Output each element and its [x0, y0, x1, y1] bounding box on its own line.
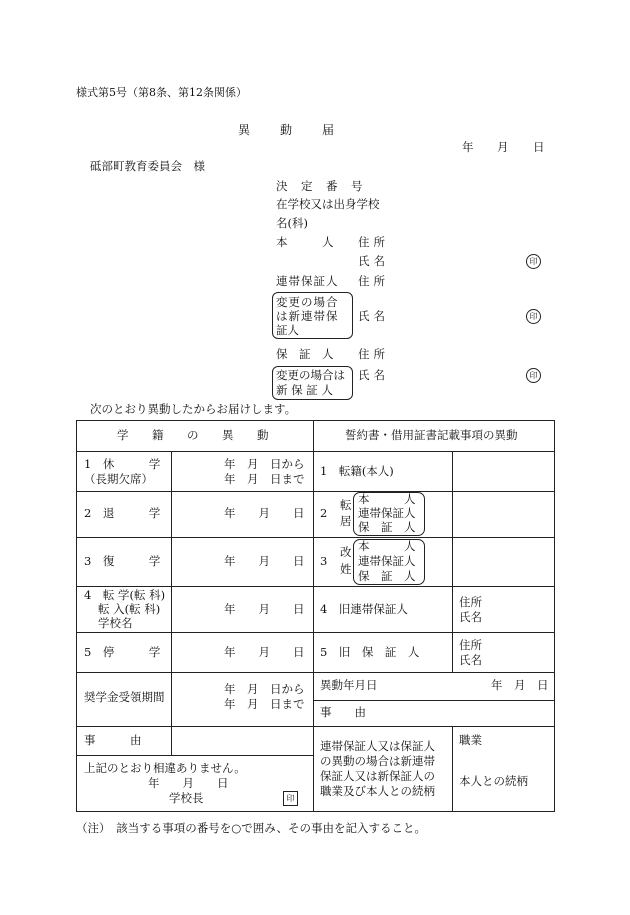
row2-left-label: 2 退 学 — [84, 506, 161, 520]
row5-date: 年 月 日 — [224, 645, 305, 659]
row3-option-g: 保 証 人 — [358, 569, 416, 583]
scholarship-date-to: 年 月 日まで — [224, 697, 305, 711]
date-day: 日 — [533, 140, 545, 154]
confirm-date: 年 月 日 — [148, 776, 229, 790]
row4-left-school: 学校名 — [98, 616, 133, 630]
confirm-text: 上記のとおり相違ありません。 — [84, 761, 246, 775]
principal-label: 学校長 — [169, 791, 204, 805]
principal-seal-icon: 印 — [283, 791, 298, 806]
note-line2: の異動の場合は新連帯 — [320, 754, 435, 768]
row2-option-g: 保 証 人 — [358, 520, 416, 534]
school-label: 在学校又は出身学校 — [276, 197, 380, 211]
row3-option-jg: 連帯保証人 — [358, 554, 416, 568]
row4-left-sub: 転 入(転 科) — [98, 602, 161, 616]
row5-name-label: 氏名 — [459, 653, 482, 667]
joint-guarantor-address-label: 住所 — [358, 274, 389, 288]
note-line4: 職業及び本人との続柄 — [320, 784, 435, 798]
row2-option-jg: 連帯保証人 — [358, 506, 416, 520]
row3-date: 年 月 日 — [224, 554, 305, 568]
row4-right-label: 4 旧連帯保証人 — [320, 602, 408, 616]
footnote: （注） 該当する事項の番号を○で囲み、その事由を記入すること。 — [76, 821, 426, 835]
jg-change-line3: 証人 — [276, 323, 299, 337]
right-header: 誓約書・借用証書記載事項の異動 — [345, 428, 518, 442]
self-label: 本 人 — [276, 235, 334, 249]
relation-label: 本人との続柄 — [459, 774, 528, 788]
addressee: 砥部町教育委員会 様 — [90, 159, 205, 173]
row4-left-label: 4 転 学(転 科) — [84, 588, 166, 602]
row5-address-label: 住所 — [459, 638, 482, 652]
row2-tag-1: 転 — [340, 498, 352, 512]
row1-left-label: 1 休 学 — [84, 457, 161, 471]
g-change-line2: 新 保 証 人 — [276, 383, 333, 397]
intro-text: 次のとおり異動したからお届けします。 — [90, 402, 297, 416]
reason-label-right: 事 由 — [320, 705, 366, 719]
reason-label-left: 事 由 — [84, 733, 142, 747]
row4-address-label: 住所 — [459, 595, 482, 609]
note-line3: 保証人又は新保証人の — [320, 769, 435, 783]
g-name-label: 氏名 — [358, 368, 389, 382]
move-date-label: 異動年月日 — [320, 678, 378, 692]
scholarship-label: 奨学金受領期間 — [84, 690, 165, 704]
date-month: 月 — [497, 140, 509, 154]
guarantor-label: 保 証 人 — [276, 347, 334, 361]
g-seal-icon: 印 — [526, 368, 541, 383]
self-name-label: 氏名 — [358, 254, 389, 268]
row1-left-sub: （長期欠席） — [84, 472, 153, 486]
occupation-label: 職業 — [459, 733, 482, 747]
form-number: 様式第5号（第8条、第12条関係） — [76, 86, 247, 99]
row3-left-label: 3 復 学 — [84, 554, 161, 568]
row2-option-self: 本 人 — [358, 492, 416, 506]
row5-left-label: 5 停 学 — [84, 645, 161, 659]
jg-seal-icon: 印 — [526, 309, 541, 324]
row3-right-number: 3 — [320, 554, 328, 568]
row1-date-from: 年 月 日から — [224, 457, 305, 471]
row4-name-label: 氏名 — [459, 610, 482, 624]
jg-change-line1: 変更の場合 — [276, 295, 339, 309]
row3-tag-1: 改 — [340, 545, 352, 559]
row4-date: 年 月 日 — [224, 602, 305, 616]
row3-option-self: 本 人 — [358, 539, 416, 553]
joint-guarantor-label: 連帯保証人 — [276, 274, 339, 288]
move-date-value: 年 月 日 — [491, 678, 549, 692]
date-year: 年 — [462, 140, 474, 154]
self-address-label: 住所 — [358, 235, 389, 249]
row1-date-to: 年 月 日まで — [224, 472, 305, 486]
decision-number-label: 決 定 番 号 — [276, 179, 364, 193]
dept-label: 名(科) — [276, 216, 308, 230]
row5-right-label: 5 旧 保 証 人 — [320, 645, 420, 659]
scholarship-date-from: 年 月 日から — [224, 682, 305, 696]
page-title: 異 動 届 — [238, 123, 337, 137]
row3-tag-2: 姓 — [340, 562, 352, 576]
g-change-line1: 変更の場合は — [276, 368, 345, 382]
self-seal-icon: 印 — [526, 254, 541, 269]
jg-name-label: 氏名 — [358, 309, 389, 323]
guarantor-address-label: 住所 — [358, 347, 389, 361]
row2-date: 年 月 日 — [224, 506, 305, 520]
row1-right-label: 1 転籍(本人) — [320, 464, 394, 478]
row2-right-number: 2 — [320, 506, 328, 520]
note-line1: 連帯保証人又は保証人 — [320, 739, 435, 753]
jg-change-line2: は新連帯保 — [276, 309, 339, 323]
row2-tag-2: 居 — [340, 514, 352, 528]
left-header: 学 籍 の 異 動 — [117, 428, 275, 442]
